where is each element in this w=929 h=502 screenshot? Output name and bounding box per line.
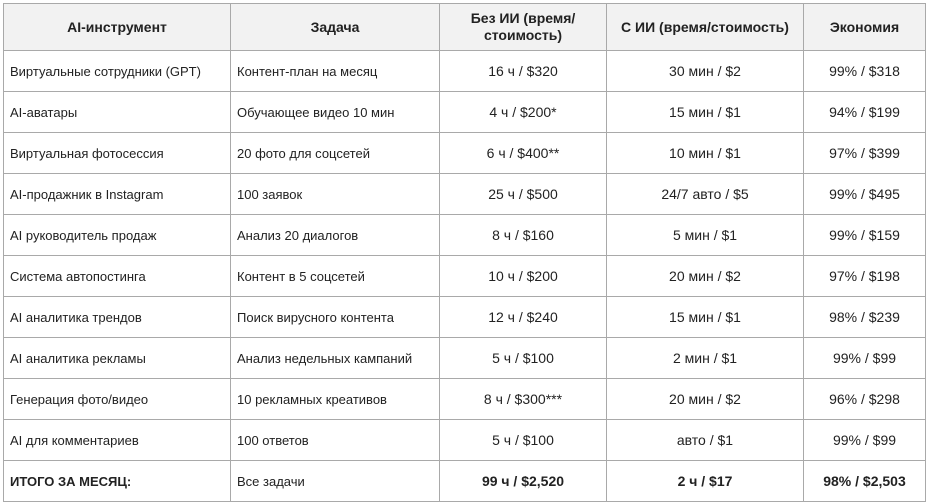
cell-task: 20 фото для соцсетей (231, 133, 440, 174)
cell-without-ai: 10 ч / $200 (440, 256, 607, 297)
cell-with-ai: 15 мин / $1 (607, 92, 804, 133)
cell-tool: Виртуальная фотосессия (4, 133, 231, 174)
cell-task: Анализ недельных кампаний (231, 338, 440, 379)
cell-savings: 98% / $2,503 (804, 461, 926, 502)
table-row (4, 92, 926, 133)
cell-task: Контент в 5 соцсетей (231, 256, 440, 297)
cell-task: Все задачи (231, 461, 440, 502)
table-row (4, 51, 926, 92)
cell-tool: ИТОГО ЗА МЕСЯЦ: (4, 461, 231, 502)
cell-savings: 99% / $318 (804, 51, 926, 92)
total-row (4, 461, 926, 502)
table-row (4, 215, 926, 256)
cell-with-ai: 30 мин / $2 (607, 51, 804, 92)
cell-with-ai: 24/7 авто / $5 (607, 174, 804, 215)
cell-without-ai: 8 ч / $160 (440, 215, 607, 256)
cell-without-ai: 12 ч / $240 (440, 297, 607, 338)
cell-tool: AI аналитика рекламы (4, 338, 231, 379)
header-without-ai: Без ИИ (время/стоимость) (440, 4, 607, 51)
cell-savings: 99% / $99 (804, 420, 926, 461)
cell-without-ai: 5 ч / $100 (440, 420, 607, 461)
cell-with-ai: 2 мин / $1 (607, 338, 804, 379)
cell-tool: AI-продажник в Instagram (4, 174, 231, 215)
cell-savings: 97% / $399 (804, 133, 926, 174)
cell-tool: AI руководитель продаж (4, 215, 231, 256)
cell-without-ai: 4 ч / $200* (440, 92, 607, 133)
cell-task: Анализ 20 диалогов (231, 215, 440, 256)
cell-task: 100 ответов (231, 420, 440, 461)
cell-task: 100 заявок (231, 174, 440, 215)
cell-task: Контент-план на месяц (231, 51, 440, 92)
cell-tool: AI аналитика трендов (4, 297, 231, 338)
cell-with-ai: 15 мин / $1 (607, 297, 804, 338)
cell-savings: 99% / $159 (804, 215, 926, 256)
cell-savings: 99% / $99 (804, 338, 926, 379)
cell-savings: 96% / $298 (804, 379, 926, 420)
cell-tool: AI-аватары (4, 92, 231, 133)
cell-without-ai: 25 ч / $500 (440, 174, 607, 215)
table-row (4, 338, 926, 379)
cell-savings: 98% / $239 (804, 297, 926, 338)
cell-task: 10 рекламных креативов (231, 379, 440, 420)
cell-with-ai: авто / $1 (607, 420, 804, 461)
header-savings: Экономия (804, 4, 926, 51)
cell-tool: Система автопостинга (4, 256, 231, 297)
cell-with-ai: 10 мин / $1 (607, 133, 804, 174)
table-row (4, 174, 926, 215)
cell-tool: Виртуальные сотрудники (GPT) (4, 51, 231, 92)
cell-without-ai: 99 ч / $2,520 (440, 461, 607, 502)
cell-task: Обучающее видео 10 мин (231, 92, 440, 133)
table-row (4, 420, 926, 461)
cell-without-ai: 8 ч / $300*** (440, 379, 607, 420)
cell-savings: 97% / $198 (804, 256, 926, 297)
cell-with-ai: 20 мин / $2 (607, 256, 804, 297)
cell-savings: 99% / $495 (804, 174, 926, 215)
cell-with-ai: 20 мин / $2 (607, 379, 804, 420)
header-tool: AI-инструмент (4, 4, 231, 51)
cell-with-ai: 2 ч / $17 (607, 461, 804, 502)
header-with-ai: С ИИ (время/стоимость) (607, 4, 804, 51)
cell-with-ai: 5 мин / $1 (607, 215, 804, 256)
comparison-table (3, 3, 926, 502)
table-row (4, 133, 926, 174)
cell-without-ai: 6 ч / $400** (440, 133, 607, 174)
cell-tool: AI для комментариев (4, 420, 231, 461)
cell-task: Поиск вирусного контента (231, 297, 440, 338)
header-task: Задача (231, 4, 440, 51)
cell-tool: Генерация фото/видео (4, 379, 231, 420)
cell-without-ai: 16 ч / $320 (440, 51, 607, 92)
cell-without-ai: 5 ч / $100 (440, 338, 607, 379)
table-row (4, 379, 926, 420)
cell-savings: 94% / $199 (804, 92, 926, 133)
table-row (4, 297, 926, 338)
table-row (4, 256, 926, 297)
header-row (4, 4, 926, 51)
